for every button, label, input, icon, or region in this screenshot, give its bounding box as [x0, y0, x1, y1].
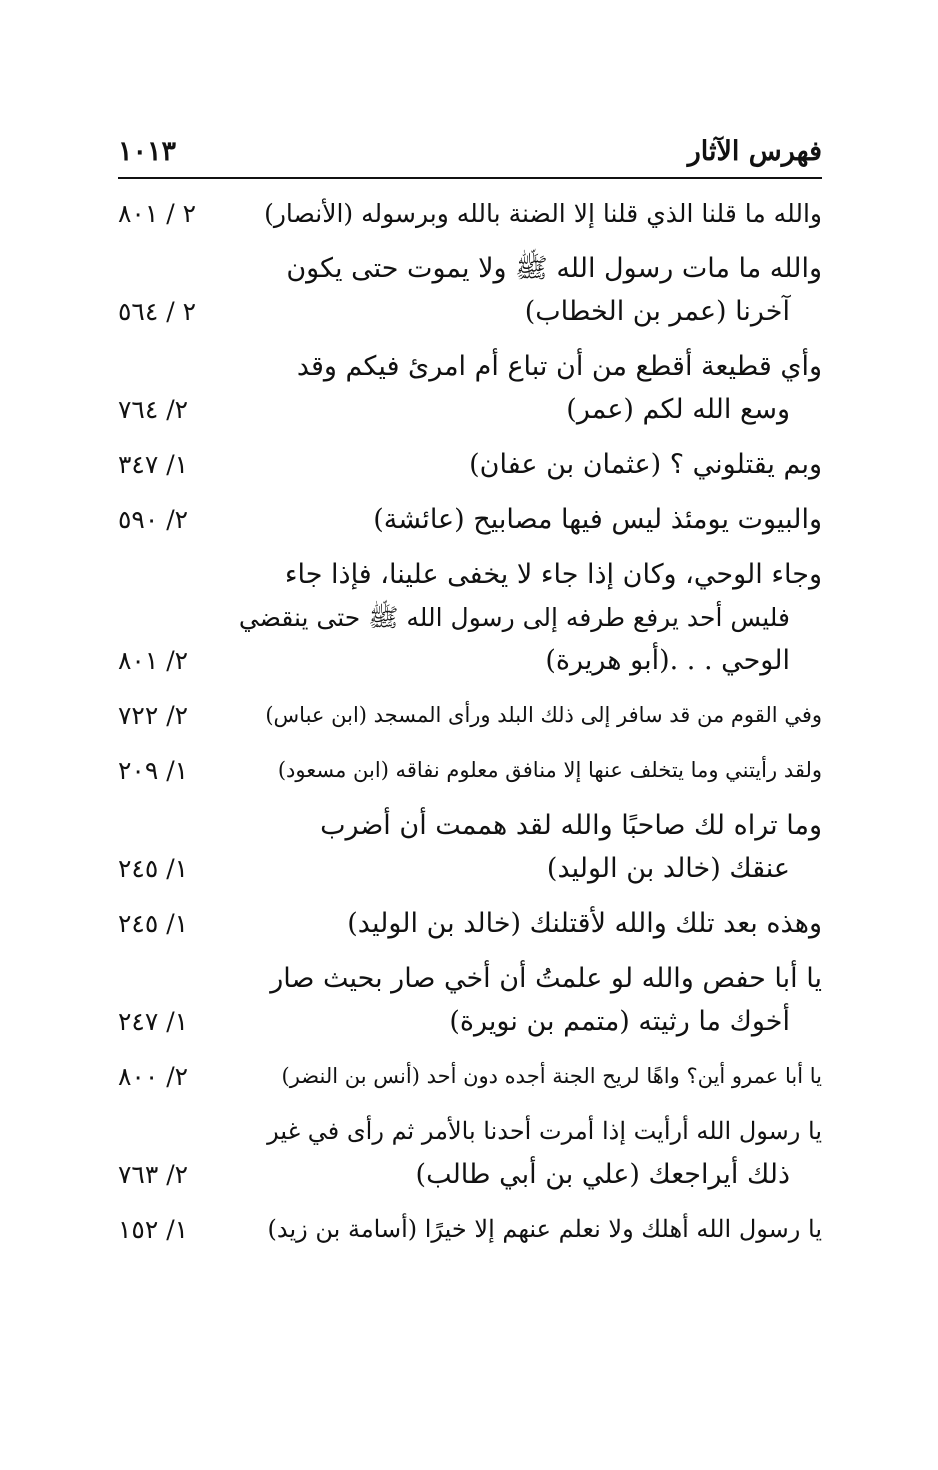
entry-text: ولقد رأيتني وما يتخلف عنها إلا منافق معلوم نفاقه (ابن مسعود) — [277, 758, 822, 782]
page-header — [118, 128, 822, 176]
entry-text: وهذه بعد تلك والله لأقتلنك (خالد بن الوليد) — [347, 908, 822, 939]
entry-text-continuation: ذلك أيراجعك (علي بن أبي طالب) — [415, 1159, 790, 1190]
entry-reference: ١/ ٢٤٥ — [118, 909, 189, 938]
entry-text: يا رسول الله أهلك ولا نعلم عنهم إلا خيرًا (أسامة بن زيد) — [267, 1215, 822, 1243]
index-entry — [118, 749, 822, 792]
entry-text: والبيوت يومئذ ليس فيها مصابيح (عائشة) — [373, 504, 822, 535]
entry-reference: ٢/ ٧٦٣ — [118, 1160, 189, 1189]
entry-text: يا رسول الله أرأيت إذا أمرت أحدنا بالأمر ثم رأى في غير — [267, 1117, 822, 1145]
index-entry — [118, 247, 822, 333]
entry-text: وبم يقتلوني ؟ (عثمان بن عفان) — [469, 449, 822, 480]
entry-reference: ٢/ ٥٩٠ — [118, 505, 189, 534]
index-entry — [118, 498, 822, 541]
entry-text-continuation: أخوك ما رثيته (متمم بن نويرة) — [449, 1006, 790, 1037]
entry-reference: ٢/ ٨٠١ — [118, 646, 189, 675]
entry-reference: ١/ ١٥٢ — [118, 1215, 189, 1244]
entry-text-continuation: عنقك (خالد بن الوليد) — [546, 853, 790, 884]
page-number: ١٠١٣ — [118, 136, 177, 167]
entry-reference: ٢/ ٧٢٢ — [118, 701, 189, 730]
index-entry — [118, 1110, 822, 1196]
index-entry — [118, 1208, 822, 1251]
index-entry — [118, 192, 822, 235]
entry-text: وجاء الوحي، وكان إذا جاء لا يخفى علينا، فإذا جاء — [284, 559, 822, 590]
index-entry — [118, 804, 822, 890]
index-entry — [118, 345, 822, 431]
entry-reference: ١/ ٢٠٩ — [118, 756, 189, 785]
entry-text-continuation: وسع الله لكم (عمر) — [566, 394, 790, 425]
entry-reference: ٢/ ٧٦٤ — [118, 395, 189, 424]
entry-reference: ١/ ٢٤٧ — [118, 1007, 189, 1036]
running-title: فهرس الآثار — [687, 136, 822, 167]
index-entry — [118, 553, 822, 682]
entry-reference: ١/ ٢٤٥ — [118, 854, 189, 883]
entry-reference: ٢ / ٨٠١ — [118, 199, 197, 228]
entry-reference: ١/ ٣٤٧ — [118, 450, 189, 479]
entry-text: والله ما مات رسول الله ﷺ ولا يموت حتى يكون — [286, 253, 822, 284]
index-entry — [118, 902, 822, 945]
entry-text: يا أبا عمرو أين؟ واهًا لريح الجنة أجده دون أحد (أنس بن النضر) — [281, 1064, 822, 1088]
entry-text: وأي قطيعة أقطع من أن تباع أم امرئ فيكم وقد — [296, 351, 822, 382]
index-entry — [118, 1055, 822, 1098]
index-entry — [118, 443, 822, 486]
entry-text: وفي القوم من قد سافر إلى ذلك البلد ورأى المسجد (ابن عباس) — [265, 703, 822, 727]
entry-text-continuation: فليس أحد يرفع طرفه إلى رسول الله ﷺ حتى ينقضي — [238, 603, 790, 632]
index-entry — [118, 694, 822, 737]
entry-text: والله ما قلنا الذي قلنا إلا الضنة بالله وبرسوله (الأنصار) — [264, 199, 822, 228]
entry-text-continuation: الوحي . . .(أبو هريرة) — [545, 645, 790, 676]
header-rule — [118, 177, 822, 179]
index-entry — [118, 957, 822, 1043]
index-entries — [118, 192, 822, 1251]
entry-reference: ٢ / ٥٦٤ — [118, 297, 197, 326]
entry-text-continuation: آخرنا (عمر بن الخطاب) — [524, 296, 790, 327]
entry-reference: ٢/ ٨٠٠ — [118, 1062, 189, 1091]
entry-text: يا أبا حفص والله لو علمتُ أن أخي صار بحيث صار — [270, 963, 822, 994]
entry-text: وما تراه لك صاحبًا والله لقد هممت أن أضرب — [320, 810, 822, 841]
